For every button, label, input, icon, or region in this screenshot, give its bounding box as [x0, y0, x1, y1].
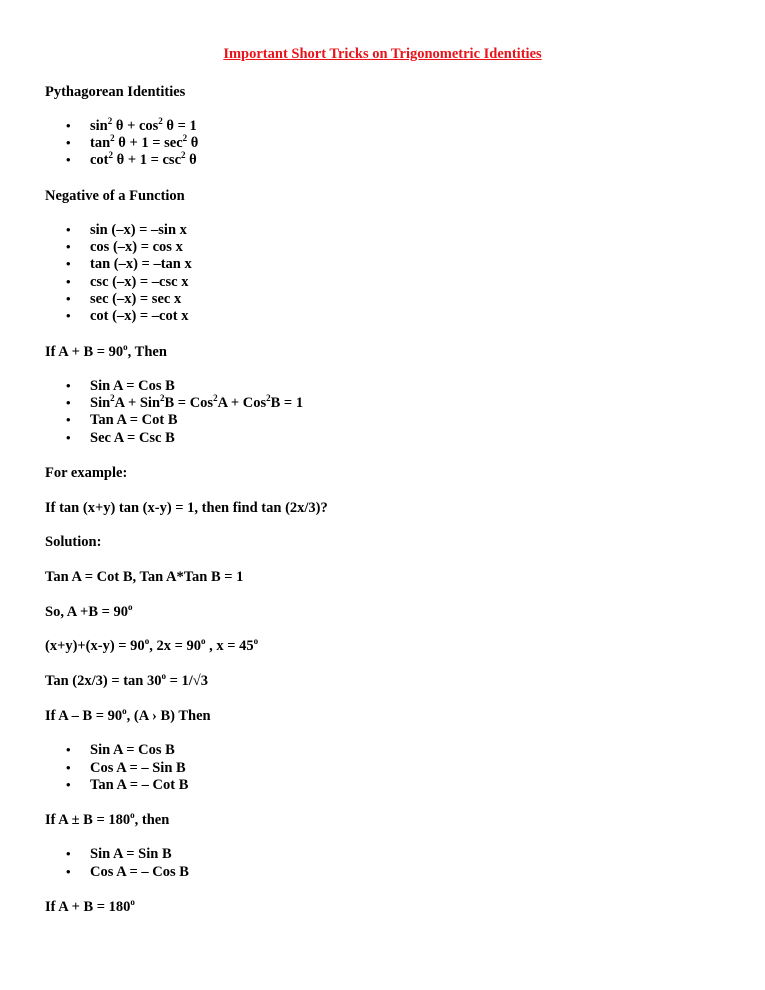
heading-negative: Negative of a Function: [45, 188, 185, 204]
list-item: • Tan A = Cot B: [66, 412, 178, 428]
list-item: • sin (–x) = –sin x: [66, 222, 187, 238]
list-item: • csc (–x) = –csc x: [66, 274, 189, 290]
list-item: • $\tan^2 \theta + 1 = \sec^2 \theta$: [66, 133, 199, 151]
heading-sum-90: If $A + B = 90^o$, Then: [45, 342, 167, 360]
heading-sum-180: If $A + B = 180^o$: [45, 897, 135, 915]
list-item: • $\sin^2 \theta + \cos^2 \theta = 1$: [66, 116, 197, 134]
solution-step-2: So, $A +B = 90^o$: [45, 602, 133, 620]
solution-step-3: $(x+y)+(x-y) = 90^o$, $2x = 90^o$ , $x = 45^o$: [45, 636, 259, 654]
list-item: • Sin A = Cos B: [66, 378, 175, 394]
heading-example: For example:: [45, 465, 128, 481]
list-item: • cos (–x) = cos x: [66, 239, 183, 255]
solution-step-1: Tan A = Cot B, Tan A*Tan B = 1: [45, 569, 244, 585]
list-item: • Sin A = Cos B: [66, 742, 175, 758]
solution-label: Solution:: [45, 534, 102, 550]
list-item: • cot (–x) = –cot x: [66, 308, 189, 324]
list-item: • Sin$^2$A + Sin$^2$B = Cos$^2$A + Cos$^2$B = 1: [66, 393, 304, 411]
list-item: • tan (–x) = –tan x: [66, 256, 192, 272]
heading-diff-90: If $A - B = 90^o$, (A › B) Then: [45, 706, 211, 724]
list-item: • $\cot^2 \theta + 1 = \csc^2 \theta$: [66, 150, 197, 168]
heading-pm-180: If $A \pm B = 180^o$, then: [45, 810, 170, 828]
list-item: • Cos A = – Sin B: [66, 760, 186, 776]
example-question: If tan (x+y) tan (x-y) = 1, then find tan (2x/3)?: [45, 500, 328, 516]
document-title: Important Short Tricks on Trigonometric Identities: [223, 46, 542, 62]
list-item: • Cos A = – Cos B: [66, 864, 189, 880]
heading-pythagorean: Pythagorean Identities: [45, 84, 186, 100]
list-item: • sec (–x) = sec x: [66, 291, 182, 307]
list-item: • Tan A = – Cot B: [66, 777, 189, 793]
list-item: • Sec A = Csc B: [66, 430, 175, 446]
list-item: • Sin A = Sin B: [66, 846, 172, 862]
solution-step-4: Tan $(2x/3) = \tan 30^o = 1/√3$: [45, 671, 208, 689]
